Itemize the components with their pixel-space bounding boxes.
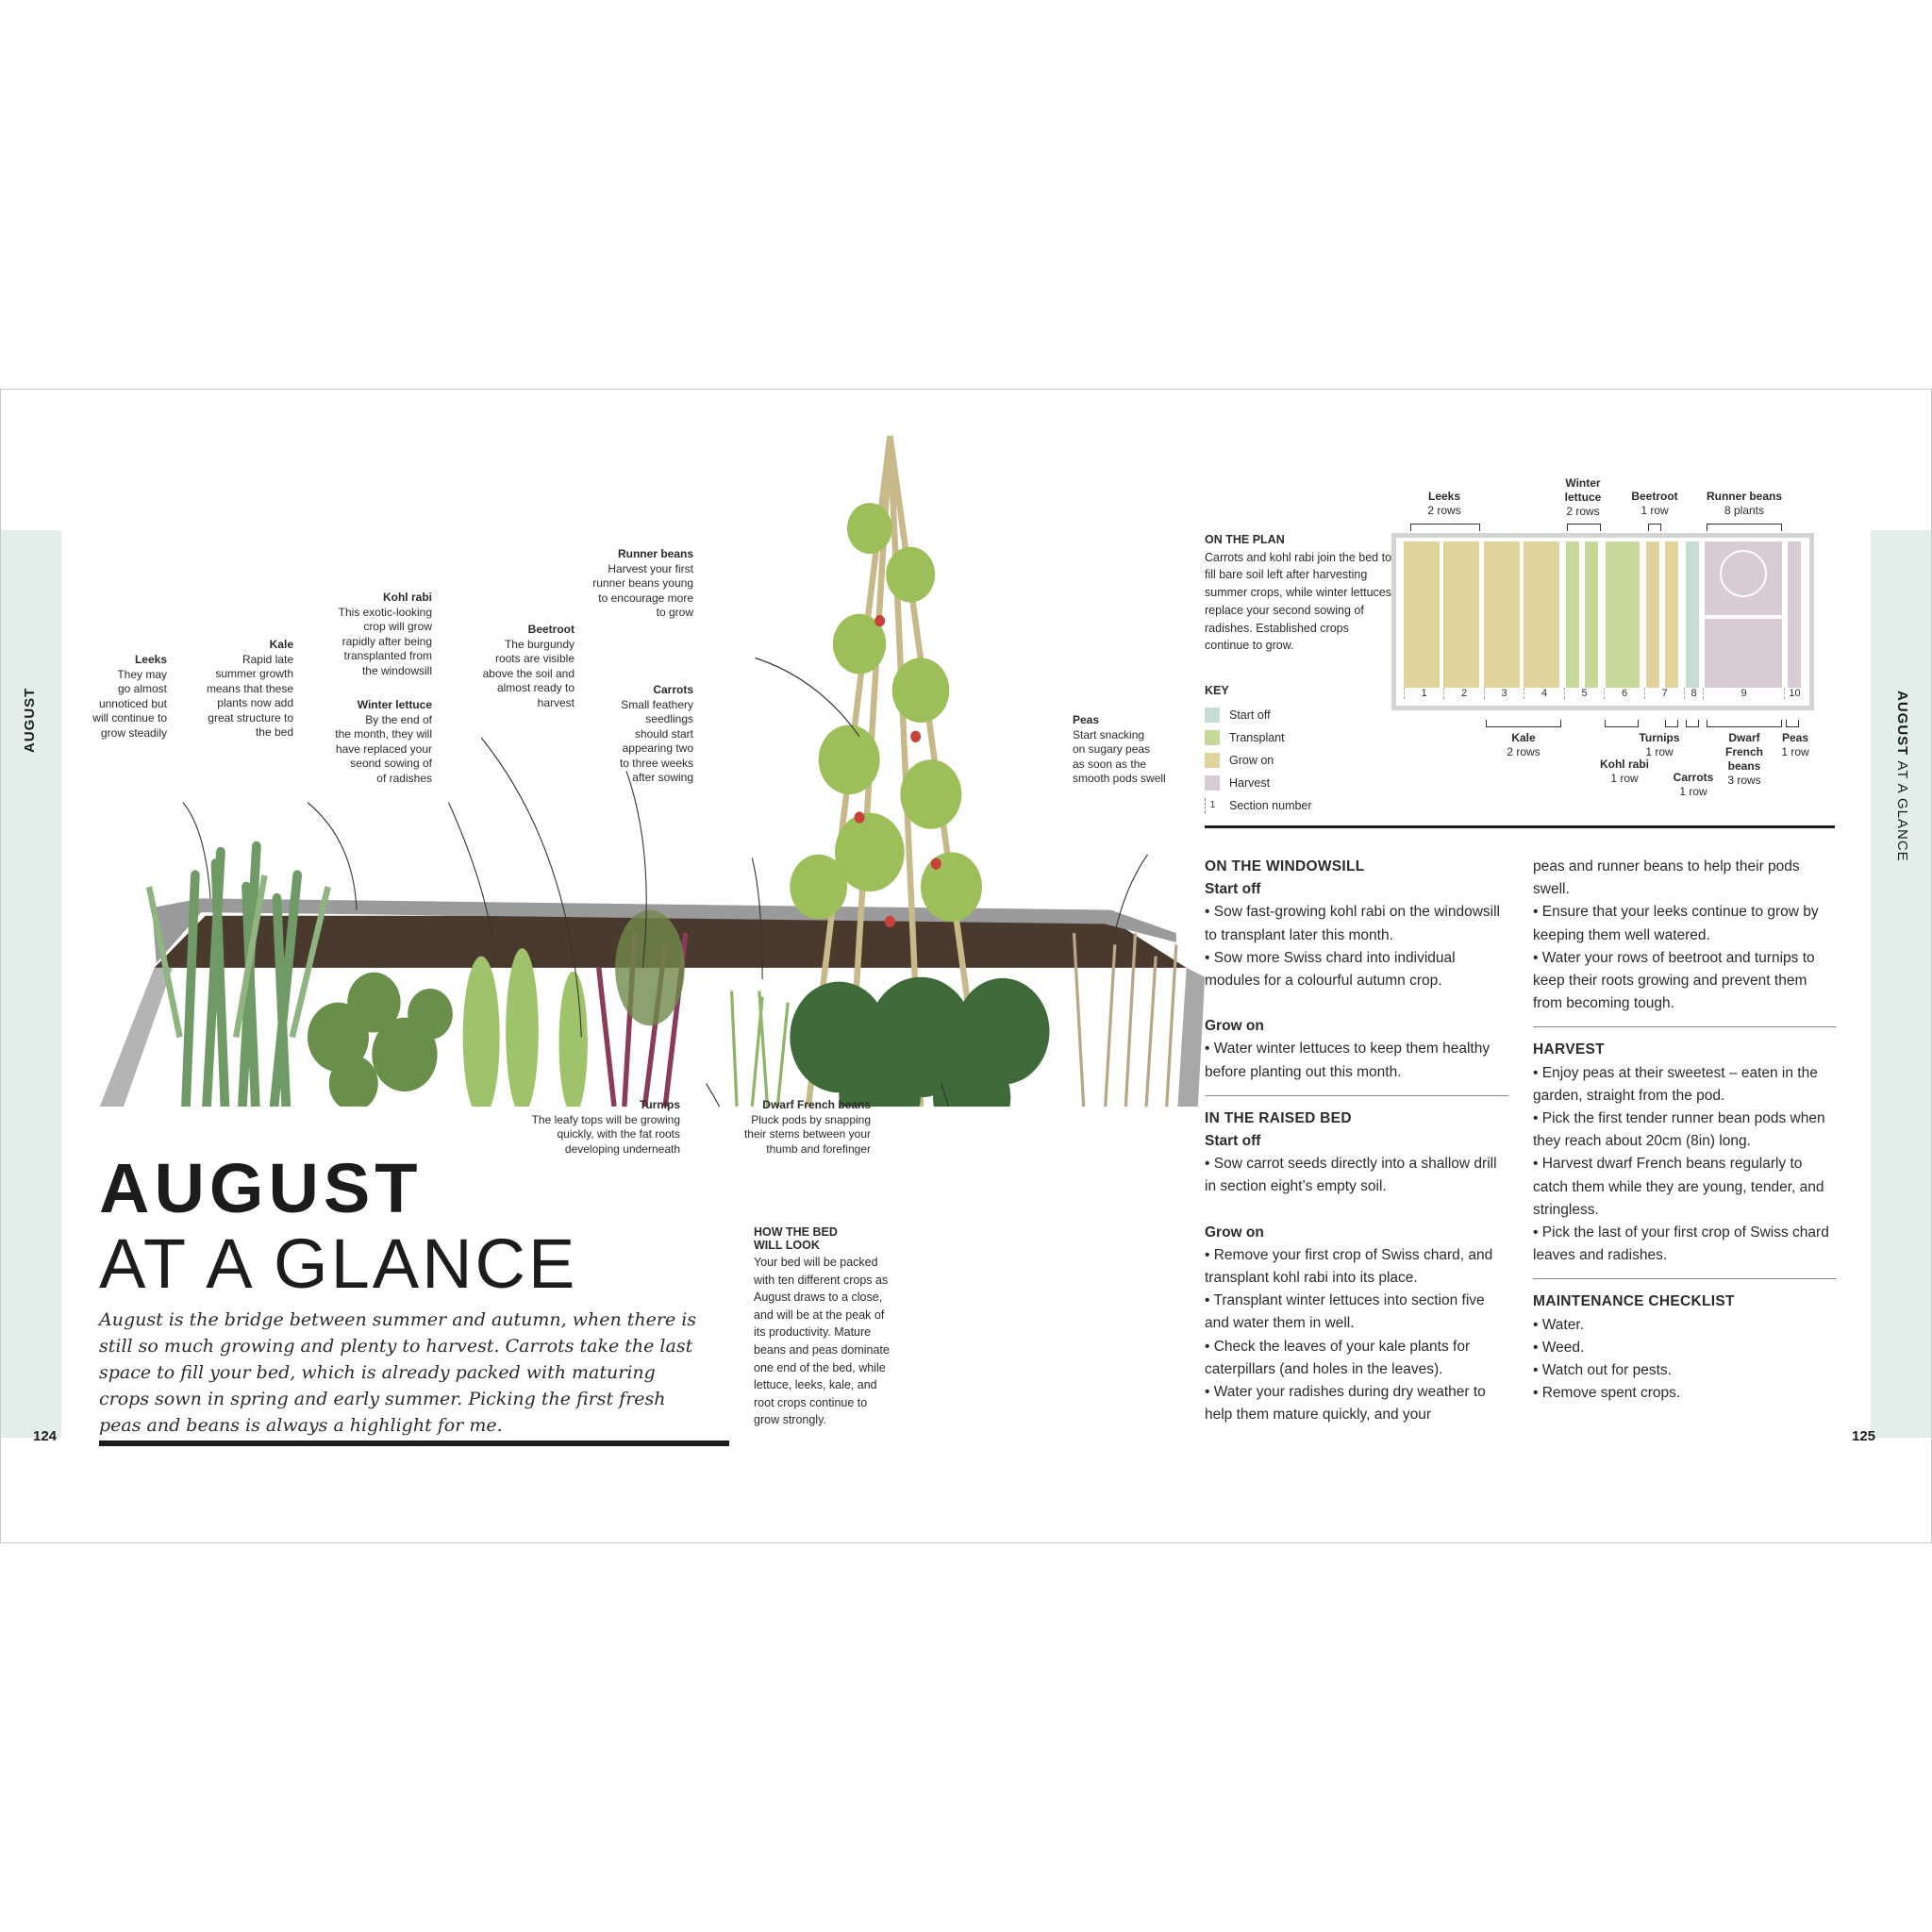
list-item-continued: peas and runner beans to help their pods swell. — [1533, 858, 1800, 898]
bed-right-side — [1176, 968, 1205, 1107]
bracket-runner-beans — [1707, 524, 1782, 531]
plan-section-4 — [1524, 541, 1559, 688]
text-column-1 — [1205, 856, 1508, 1426]
plan-label-carrots: Carrots 1 row — [1673, 771, 1714, 798]
how-bed-will-look: HOW THE BED WILL LOOK Your bed will be packed with ten different crops as August draws to a close, and will be at the peak of its productivity. Mature beans and peas dominate one end of the bed, while lettuce, leeks, kale, and root crops continue to grow strongly. — [754, 1225, 890, 1427]
section-number: 10 — [1784, 688, 1805, 699]
plan-section-9-top — [1705, 541, 1782, 615]
kale-plants — [308, 973, 453, 1107]
list-item: • Watch out for pests. — [1533, 1362, 1672, 1379]
plan-label-beetroot: Beetroot 1 row — [1631, 490, 1678, 517]
key-swatch-start-off — [1205, 708, 1220, 723]
plan-label-runner-beans: Runner beans 8 plants — [1706, 490, 1782, 517]
key-item: Transplant — [1205, 726, 1312, 749]
plan-label-turnips: Turnips 1 row — [1639, 731, 1680, 758]
plan-section-5a — [1566, 541, 1579, 688]
plan-section-6 — [1606, 541, 1640, 688]
list-item: • Water your radishes during dry weather to help them mature quickly, and your — [1205, 1384, 1486, 1424]
list-item: • Water. — [1533, 1316, 1584, 1333]
page-title-light: AT A GLANCE — [99, 1224, 578, 1303]
callout-beetroot: Beetroot The burgundy roots are visible above the soil and almost ready to harvest — [482, 623, 575, 709]
plan-label-peas: Peas 1 row — [1781, 731, 1809, 758]
plan-section-10 — [1788, 541, 1801, 688]
on-the-plan: ON THE PLAN Carrots and kohl rabi join the bed to fill bare soil left after harvesting summer crops, while winter lettuces replace your second sowing of radishes. Established crops continue to grow. — [1205, 533, 1392, 653]
bracket-leeks — [1410, 524, 1480, 531]
list-item: • Enjoy peas at their sweetest – eaten in the garden, straight from the pod. — [1533, 1064, 1818, 1104]
section-number: 8 — [1684, 688, 1703, 699]
heading-harvest: HARVEST — [1533, 1041, 1605, 1058]
list-item: • Remove spent crops. — [1533, 1385, 1681, 1402]
subheading-grow-on: Grow on — [1205, 1018, 1264, 1035]
key-swatch-grow-on — [1205, 753, 1220, 768]
section-number: 2 — [1443, 688, 1484, 699]
callout-runner-beans: Runner beans Harvest your first runner beans young to encourage more to grow — [592, 547, 693, 619]
dwarf-french-bean-plants — [790, 977, 1049, 1107]
plan-label-kale: Kale 2 rows — [1507, 731, 1541, 758]
bed-plan — [1391, 533, 1814, 710]
leek-plants — [149, 846, 328, 1107]
intro-paragraph: August is the bridge between summer and autumn, when there is still so much growing and plenty to harvest. Carrots take the last space to fill your bed, which is already packed with maturing crops sown in spring and early summer. Picking the first fresh peas and beans is always a highlight for me. — [99, 1309, 697, 1436]
section-number: 5 — [1564, 688, 1604, 699]
callout-leeks: Leeks They may go almost unnoticed but will continue to grow steadily — [92, 653, 167, 740]
list-item: • Pick the first tender runner bean pods when they reach about 20cm (8in) long. — [1533, 1110, 1825, 1150]
bracket-carrots — [1686, 720, 1699, 727]
list-item: • Water your rows of beetroot and turnips to keep their roots growing and prevent them from becoming tough. — [1533, 949, 1815, 1012]
plan-key — [1205, 684, 1312, 817]
list-item: • Pick the last of your first crop of Swiss chard leaves and radishes. — [1533, 1224, 1829, 1264]
section-number: 9 — [1703, 688, 1784, 699]
callout-kale: Kale Rapid late summer growth means that these plants now add great structure to the bed — [206, 638, 293, 739]
bracket-peas — [1786, 720, 1799, 727]
bracket-winter-lettuce — [1567, 524, 1601, 531]
key-item: Start off — [1205, 704, 1312, 726]
list-item: • Sow more Swiss chard into individual modules for a colourful autumn crop. — [1205, 949, 1456, 990]
callout-peas: Peas Start snacking on sugary peas as soon as the smooth pods swell — [1073, 713, 1166, 785]
key-swatch-harvest — [1205, 775, 1220, 791]
subheading-grow-on: Grow on — [1205, 1224, 1264, 1241]
list-item: • Sow carrot seeds directly into a shallow drill in section eight’s empty soil. — [1205, 1156, 1497, 1195]
callout-kohl-rabi: Kohl rabi This exotic-looking crop will grow rapidly after being transplanted from the windowsill — [338, 591, 432, 677]
plan-section-3 — [1484, 541, 1520, 688]
subheading-start-off: Start off — [1205, 881, 1261, 898]
right-tab-label: AUGUST AT A GLANCE — [1894, 691, 1910, 862]
section-number: 3 — [1484, 688, 1524, 699]
bracket-beetroot — [1648, 524, 1661, 531]
plan-section-7b — [1665, 541, 1678, 688]
lettuce-plants — [463, 948, 588, 1107]
plan-section-5b — [1585, 541, 1598, 688]
callout-carrots: Carrots Small feathery seedlings should start appearing two to three weeks after sowing — [619, 683, 693, 784]
callout-winter-lettuce: Winter lettuce By the end of the month, they will have replaced your seond sowing of of radishes — [335, 698, 432, 785]
intro-rule — [99, 1441, 729, 1446]
plan-section-8 — [1686, 541, 1699, 688]
key-item: 1 Section number — [1205, 794, 1312, 817]
list-item: • Ensure that your leeks continue to grow by keeping them well watered. — [1533, 904, 1819, 943]
right-side-tab — [1871, 530, 1931, 1438]
list-item: • Weed. — [1533, 1339, 1585, 1356]
list-item: • Harvest dwarf French beans regularly to catch them while they are young, tender, and stringless. — [1533, 1156, 1824, 1218]
key-item: Harvest — [1205, 772, 1312, 794]
page-title-bold: AUGUST — [99, 1149, 423, 1227]
heading-maintenance: MAINTENANCE CHECKLIST — [1533, 1293, 1735, 1310]
key-title: KEY — [1205, 684, 1229, 697]
section-divider — [1205, 1095, 1508, 1096]
heading-raised-bed: IN THE RAISED BED — [1205, 1109, 1352, 1126]
plan-label-kohl-rabi: Kohl rabi 1 row — [1599, 758, 1649, 785]
list-item: • Check the leaves of your kale plants for caterpillars (and holes in the leaves). — [1205, 1338, 1471, 1377]
book-spread — [0, 389, 1932, 1543]
bracket-turnips — [1665, 720, 1678, 727]
plan-section-2 — [1443, 541, 1479, 688]
callout-turnips: Turnips The leafy tops will be growing quickly, with the fat roots developing underneath — [531, 1098, 680, 1156]
plan-label-dwarf-french: Dwarf French beans 3 rows — [1724, 731, 1763, 787]
section-number: 1 — [1404, 688, 1443, 699]
text-column-2 — [1533, 856, 1837, 1405]
plan-label-winter-lettuce: Winter lettuce 2 rows — [1564, 476, 1602, 518]
section-divider — [1533, 1278, 1837, 1279]
key-item: Grow on — [1205, 749, 1312, 772]
bracket-kale — [1486, 720, 1561, 727]
key-swatch-transplant — [1205, 730, 1220, 745]
list-item: • Water winter lettuces to keep them healthy before planting out this month. — [1205, 1041, 1491, 1080]
plan-rule — [1205, 825, 1835, 828]
page-number-left: 124 — [33, 1428, 58, 1444]
wigwam-circle — [1720, 550, 1767, 597]
bracket-dwarf-french — [1707, 720, 1782, 727]
subheading-start-off: Start off — [1205, 1133, 1261, 1150]
heading-windowsill: ON THE WINDOWSILL — [1205, 858, 1365, 874]
plan-section-7a — [1646, 541, 1659, 688]
key-section-sample: 1 — [1205, 798, 1220, 813]
callout-dwarf-french-beans: Dwarf French beans Pluck pods by snapping their stems between your thumb and forefinger — [743, 1098, 871, 1156]
bracket-kohl-rabi — [1605, 720, 1639, 727]
section-number: 6 — [1604, 688, 1644, 699]
section-number: 4 — [1524, 688, 1564, 699]
section-number: 7 — [1644, 688, 1684, 699]
list-item: • Remove your first crop of Swiss chard, and transplant kohl rabi into its place. — [1205, 1246, 1493, 1287]
left-tab-label: AUGUST — [22, 687, 38, 753]
section-divider — [1533, 1026, 1837, 1027]
page-number-right: 125 — [1852, 1428, 1876, 1444]
plan-label-leeks: Leeks 2 rows — [1427, 490, 1461, 517]
carrot-plants — [732, 991, 789, 1107]
plan-section-9-bottom — [1705, 619, 1782, 688]
list-item: • Sow fast-growing kohl rabi on the windowsill to transplant later this month. — [1205, 904, 1500, 943]
plan-section-1 — [1404, 541, 1440, 688]
list-item: • Transplant winter lettuces into section five and water them in well. — [1205, 1292, 1485, 1332]
